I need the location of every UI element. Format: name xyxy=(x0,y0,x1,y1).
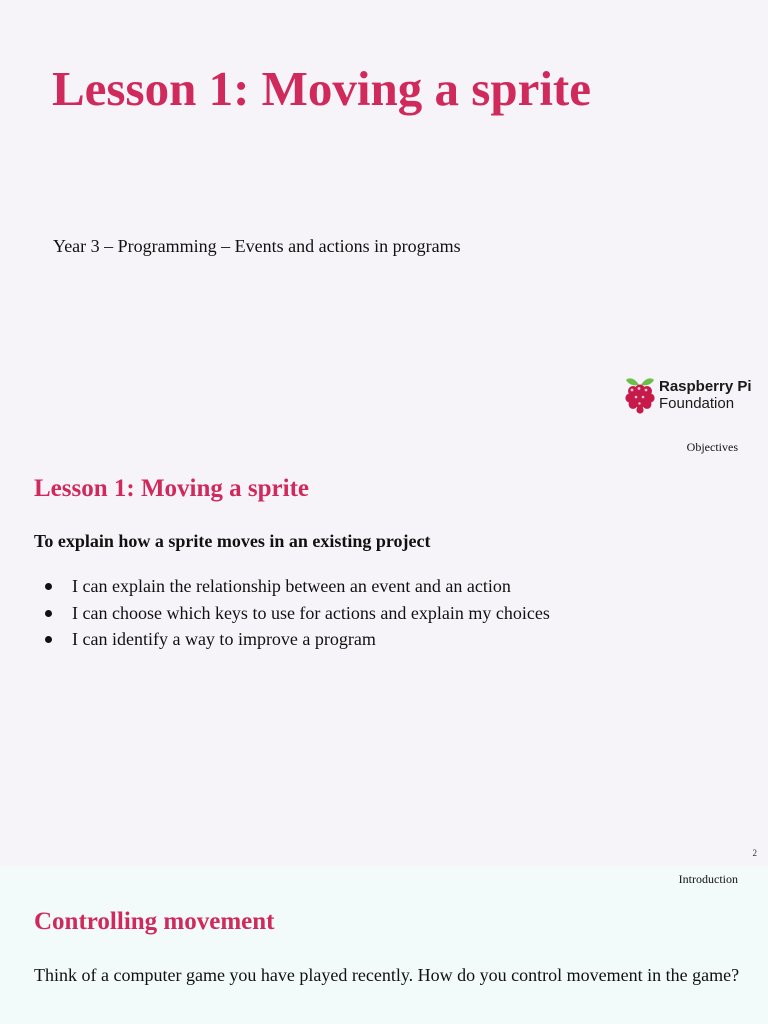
logo-text-line2: Foundation xyxy=(659,395,735,412)
learning-objective: To explain how a sprite moves in an existing project xyxy=(34,531,431,551)
raspberry-pi-logo-icon xyxy=(624,376,656,414)
berry-drupe xyxy=(636,406,643,413)
introduction-body: Think of a computer game you have played recently. How do you control movement in the game? xyxy=(34,965,740,985)
objectives-heading: Lesson 1: Moving a sprite xyxy=(34,475,309,502)
criterion-text: I can choose which keys to use for actions and explain my choices xyxy=(72,602,550,623)
lesson-title: Lesson 1: Moving a sprite xyxy=(52,61,591,116)
introduction-slide xyxy=(0,866,768,1024)
list-item xyxy=(34,573,550,600)
list-item xyxy=(34,626,550,653)
criterion-text: I can explain the relationship between an event and an action xyxy=(72,576,511,596)
bullet-icon xyxy=(45,610,52,617)
bullet-icon xyxy=(45,583,52,590)
section-label-objectives: Objectives xyxy=(686,440,738,454)
bullet-icon xyxy=(45,636,52,643)
section-label-introduction: Introduction xyxy=(678,872,738,886)
success-criteria-list xyxy=(34,573,550,653)
raspberry-pi-foundation-logo xyxy=(624,376,764,416)
berry-drupe xyxy=(643,400,652,409)
introduction-heading: Controlling movement xyxy=(34,908,275,935)
page-number: 2 xyxy=(752,848,757,858)
raspberry-leaf-left xyxy=(626,378,639,385)
title-slide xyxy=(0,0,768,432)
objectives-slide xyxy=(0,432,768,866)
lesson-subtitle: Year 3 – Programming – Events and actions in programs xyxy=(53,236,461,256)
logo-wordmark xyxy=(659,378,752,412)
raspberry-leaf-right xyxy=(641,378,654,385)
logo-text-line1: Raspberry Pi xyxy=(659,378,752,395)
criterion-text: I can identify a way to improve a program xyxy=(72,629,376,649)
list-item xyxy=(34,600,550,627)
